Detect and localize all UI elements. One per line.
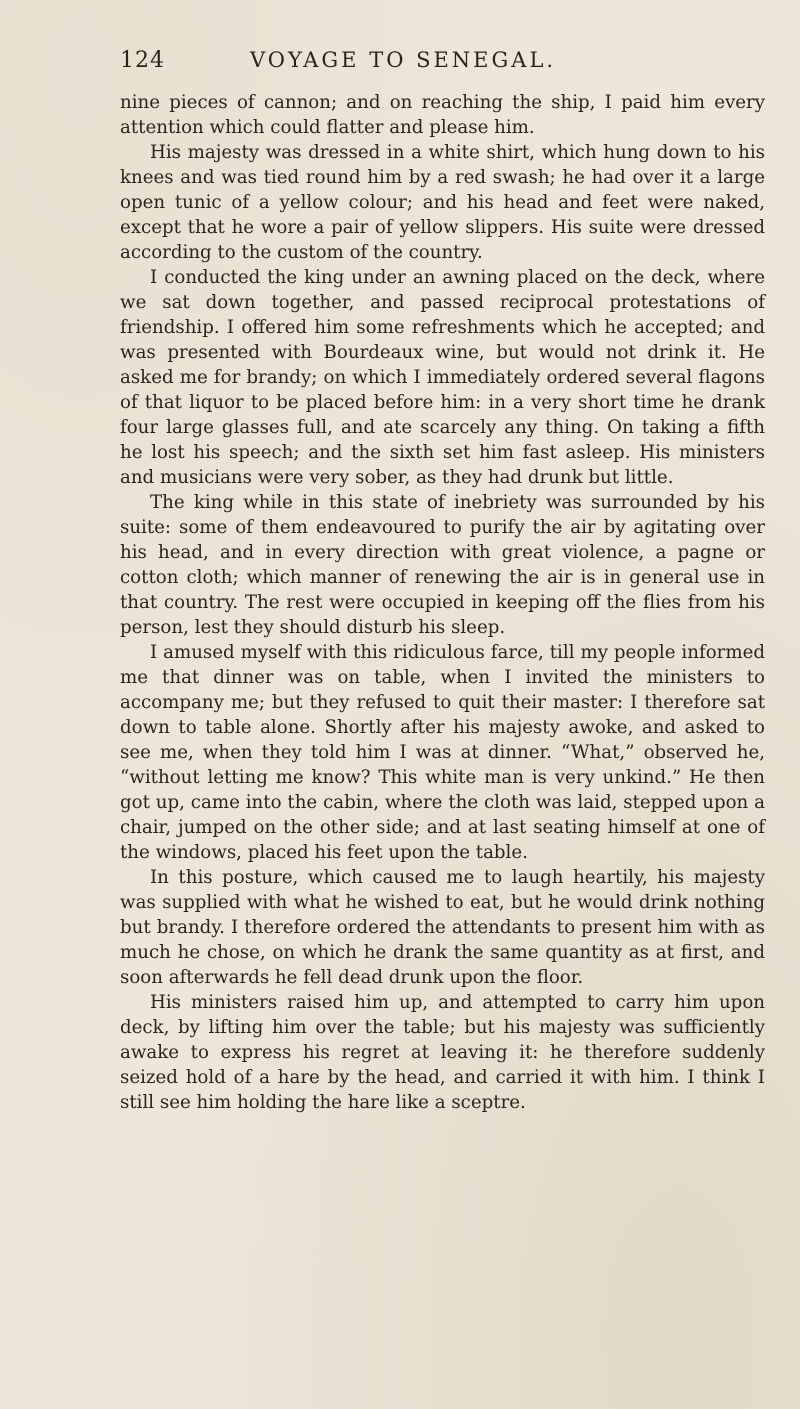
paragraph: nine pieces of cannon; and on reaching the ship, I paid him every attention which could flatter and please him. [120,92,765,138]
page-number: 124 [120,48,165,73]
paragraph: His ministers raised him up, and attempted to carry him upon deck, by lifting him over the table; but his majesty was sufficiently awake to express his regret at leaving it: he therefore suddenly seized hold of a hare by the head, and carried it with him. I think I still see him holding the hare like a sceptre. [120,992,765,1113]
running-head: VOYAGE TO SENEGAL. [250,48,557,72]
paragraph: His majesty was dressed in a white shirt, which hung down to his knees and was tied round him by a red swash; he had over it a large open tunic of a yellow colour; and his head and feet were naked, except that he wore a pair of yellow slippers. His suite were dressed according to the custom of the country. [120,142,765,263]
page-header [120,48,720,76]
paragraph: I amused myself with this ridiculous farce, till my people informed me that dinner was on table, when I invited the ministers to accompany me; but they refused to quit their master: I therefore sat down to table alone. Shortly after his majesty awoke, and asked to see me, when they told him I was at dinner. “What,” observed he, “without letting me know? This white man is very unkind.” He then got up, came into the cabin, where the cloth was laid, stepped upon a chair, jumped on the other side; and at last seating himself at one of the windows, placed his feet upon the table. [120,642,765,863]
body-text [120,90,765,1115]
paragraph: In this posture, which caused me to laugh heartily, his majesty was supplied with what he wished to eat, but he would drink nothing but brandy. I therefore ordered the attendants to present him with as much he chose, on which he drank the same quantity as at first, and soon afterwards he fell dead drunk upon the floor. [120,867,765,988]
paragraph: I conducted the king under an awning placed on the deck, where we sat down together, and passed reciprocal protestations of friendship. I offered him some refreshments which he accepted; and was presented with Bourdeaux wine, but would not drink it. He asked me for brandy; on which I immediately ordered several flagons of that liquor to be placed before him: in a very short time he drank four large glasses full, and ate scarcely any thing. On taking a fifth he lost his speech; and the sixth set him fast asleep. His ministers and musicians were very sober, as they had drunk but little. [120,267,765,488]
paragraph: The king while in this state of inebriety was surrounded by his suite: some of them endeavoured to purify the air by agitating over his head, and in every direction with great violence, a pagne or cotton cloth; which manner of renewing the air is in general use in that country. The rest were occupied in keeping off the flies from his person, lest they should disturb his sleep. [120,492,765,638]
